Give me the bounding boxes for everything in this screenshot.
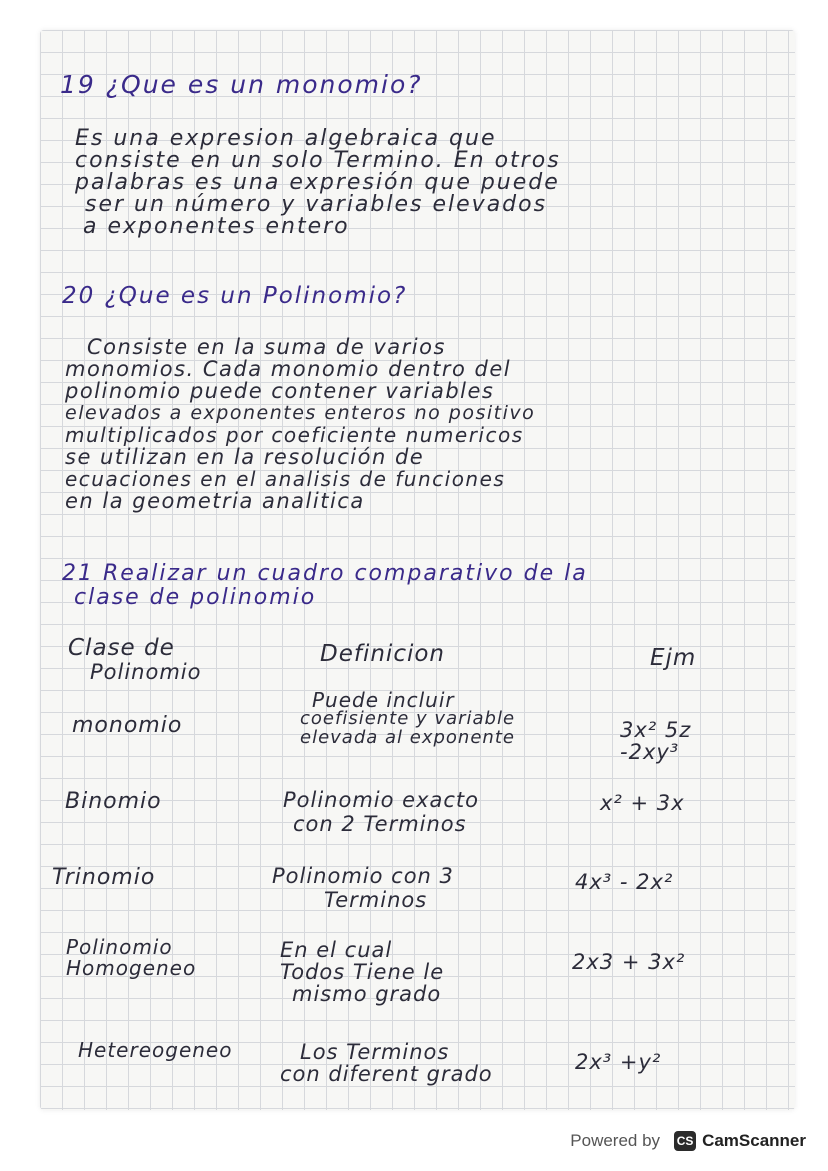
def-line: En el cual — [280, 938, 393, 962]
answer-20-line-2: monomios. Cada monomio dentro del — [65, 357, 512, 381]
answer-19 — [75, 128, 561, 238]
answer-20-line-8: en la geometria analitica — [65, 489, 365, 513]
powered-by-text: Powered by — [570, 1131, 661, 1150]
answer-20-line-1: Consiste en la suma de varios — [87, 335, 446, 359]
answer-20-line-7: ecuaciones en el analisis de funciones — [65, 467, 506, 491]
row-hetereogeneo-ejemplo: 2x³ +y² — [575, 1050, 662, 1074]
header-definicion: Definicion — [320, 641, 445, 667]
row-trinomio-ejemplo: 4x³ - 2x² — [575, 870, 674, 894]
question-21-line-1: 21 Realizar un cuadro comparativo de la — [62, 561, 588, 586]
def-line: con 2 Terminos — [293, 812, 467, 836]
def-line: mismo grado — [292, 982, 442, 1006]
def-line: Puede incluir — [312, 688, 455, 712]
question-20: 20 ¿Que es un Polinomio? — [62, 283, 408, 309]
camscanner-brand: CamScanner — [702, 1131, 806, 1150]
answer-19-line-3: palabras es una expresión que puede — [75, 170, 560, 195]
header-clase — [68, 636, 201, 684]
row-homogeneo-clase — [66, 937, 196, 979]
answer-20-line-4: elevados a exponentes enteros no positivo — [65, 402, 536, 424]
row-binomio-ejemplo: x² + 3x — [600, 791, 685, 815]
row-monomio-clase: monomio — [72, 713, 183, 738]
row-monomio-definicion — [300, 690, 515, 747]
answer-20 — [65, 336, 535, 512]
header-ejemplo: Ejm — [650, 645, 697, 671]
def-line: Polinomio exacto — [283, 788, 479, 812]
row-homogeneo-definicion — [280, 938, 445, 1006]
def-line: Los Terminos — [300, 1040, 450, 1064]
row-binomio-clase: Binomio — [65, 789, 162, 814]
header-clase-line-2: Polinomio — [90, 660, 202, 684]
def-line: Terminos — [324, 888, 428, 912]
row-hetereogeneo-clase: Hetereogeneo — [78, 1038, 233, 1062]
row-trinomio-clase: Trinomio — [52, 865, 156, 890]
header-clase-line-1: Clase de — [68, 635, 175, 661]
ej-line: -2xy³ — [620, 740, 680, 764]
row-trinomio-definicion — [272, 864, 454, 912]
def-line: Polinomio con 3 — [272, 864, 454, 888]
row-monomio-ejemplo — [620, 719, 691, 763]
answer-19-line-4: ser un número y variables elevados — [85, 192, 548, 217]
clase-line: Polinomio — [66, 935, 173, 959]
answer-20-line-5: multiplicados por coeficiente numericos — [65, 423, 524, 447]
answer-20-line-6: se utilizan en la resolución de — [65, 445, 425, 469]
def-line: con diferent grado — [280, 1062, 493, 1086]
question-19: 19 ¿Que es un monomio? — [60, 70, 423, 99]
answer-19-line-5: a exponentes entero — [83, 214, 350, 239]
row-homogeneo-ejemplo: 2x3 + 3x² — [572, 950, 686, 974]
answer-19-line-1: Es una expresion algebraica que — [75, 126, 497, 151]
camscanner-logo-icon: CS — [674, 1131, 696, 1151]
def-line: Todos Tiene le — [280, 960, 445, 984]
clase-line: Homogeneo — [66, 956, 197, 980]
question-21-line-2: clase de polinomio — [74, 585, 317, 610]
answer-20-line-3: polinomio puede contener variables — [65, 379, 495, 403]
answer-19-line-2: consiste en un solo Termino. En otros — [75, 148, 561, 173]
camscanner-watermark — [570, 1131, 806, 1151]
row-binomio-definicion — [283, 788, 479, 836]
def-line: elevada al exponente — [300, 727, 515, 748]
row-hetereogeneo-definicion — [280, 1040, 493, 1086]
question-21 — [62, 562, 588, 610]
def-line: coefisiente y variable — [300, 708, 516, 729]
ej-line: 3x² 5z — [620, 718, 692, 742]
